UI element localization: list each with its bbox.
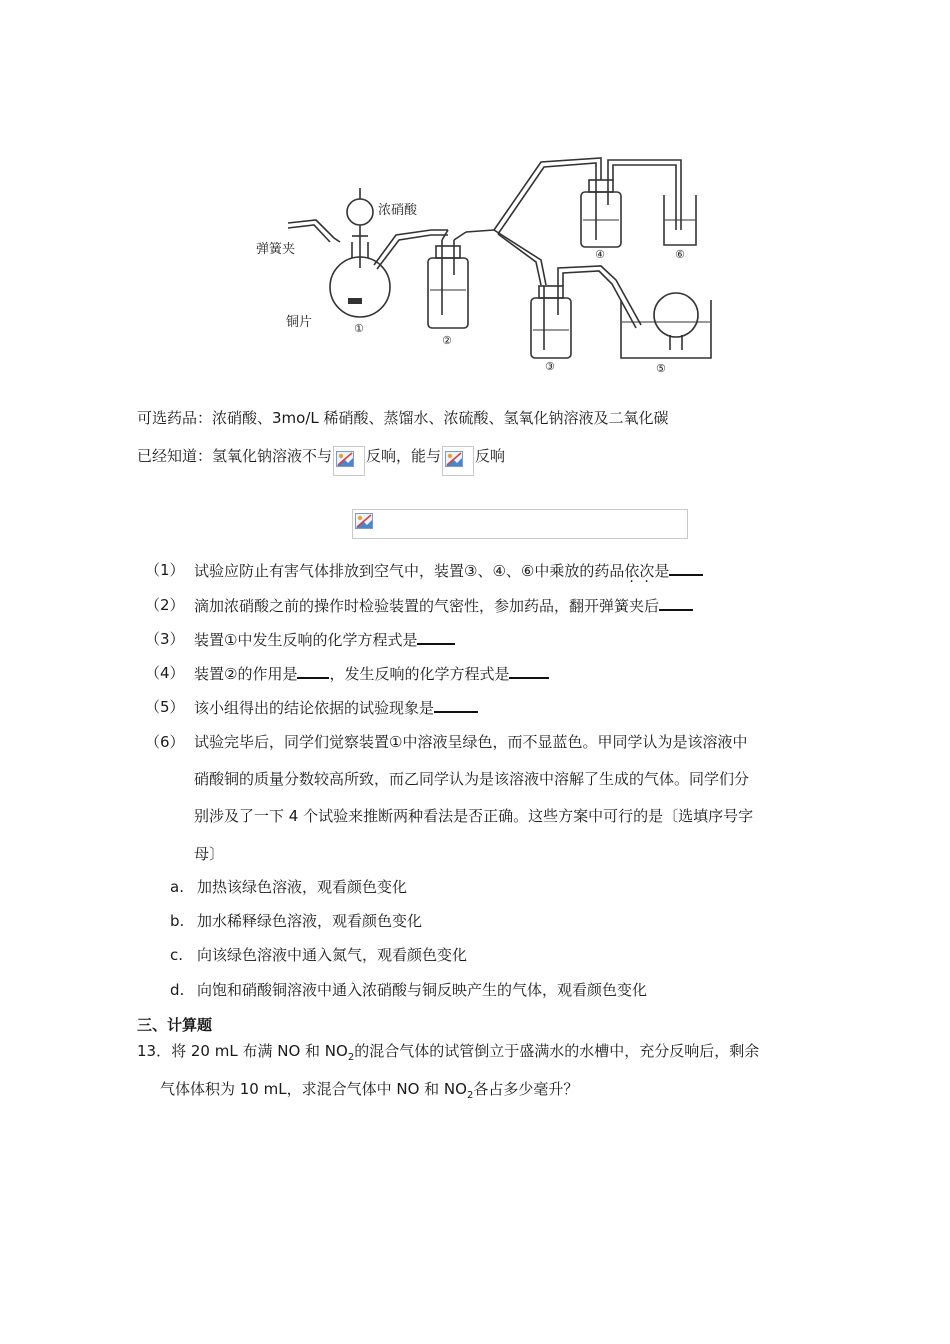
question-6-number: （6） [145, 733, 185, 751]
label-num-3: ③ [545, 360, 555, 373]
broken-image-placeholder [352, 509, 688, 539]
question-5-number: （5） [145, 698, 185, 716]
question-3-text: 装置①中发生反响的化学方程式是 [194, 629, 455, 650]
answer-blank[interactable] [297, 663, 329, 679]
broken-image-icon [442, 446, 474, 476]
option-b-text: 加水稀释绿色溶液，观看颜色变化 [197, 912, 423, 930]
label-num-4: ④ [595, 248, 605, 261]
question-4-number: （4） [145, 664, 185, 682]
answer-blank[interactable] [669, 560, 703, 576]
known-prefix: 已经知道：氢氧化钠溶液不与 [137, 447, 333, 465]
question-6-line-3: 别涉及了一下 4 个试验来推断两种看法是否正确。这些方案中可行的是〔选填序号字 [194, 807, 754, 825]
apparatus-figure [256, 150, 716, 375]
section-title: 三、计算题 [137, 1016, 213, 1034]
question-1-number: （1） [145, 561, 185, 579]
option-a-letter: a. [170, 878, 184, 896]
option-d-text: 向饱和硝酸铜溶液中通入浓硝酸与铜反映产生的气体，观看颜色变化 [197, 981, 648, 999]
label-acid: 浓硝酸 [378, 203, 418, 218]
option-a-text: 加热该绿色溶液，观看颜色变化 [197, 878, 408, 896]
broken-image-icon [355, 513, 373, 529]
question-6-line-2: 硝酸铜的质量分数较高所致，而乙同学认为是该溶液中溶解了生成的气体。同学们分 [194, 770, 750, 788]
label-num-6: ⑥ [675, 248, 685, 261]
question-2-number: （2） [145, 596, 185, 614]
problem-13-line-2: 气体体积为 10 mL，求混合气体中 NO 和 $NO_2$各占多少毫升？ [160, 1080, 579, 1101]
answer-blank[interactable] [434, 697, 478, 713]
question-6-line-1: 试验完毕后，同学们觉察装置①中溶液呈绿色，而不显蓝色。甲同学认为是该溶液中 [194, 733, 748, 751]
problem-13-line-1: 13．将 20 mL 布满 NO 和 $NO_2$的混合气体的试管倒立于盛满水的水槽中，充分反响后，剩余 [137, 1042, 760, 1063]
known-middle: 反响，能与 [366, 447, 442, 465]
answer-blank[interactable] [417, 629, 455, 645]
option-c-text: 向该绿色溶液中通入氮气，观看颜色变化 [197, 946, 468, 964]
option-b-letter: b. [170, 912, 185, 930]
broken-image-icon [333, 446, 365, 476]
question-2-text: 滴加浓硝酸之前的操作时检验装置的气密性，参加药品，翻开弹簧夹后 [194, 595, 693, 616]
label-copper: 铜片 [286, 315, 313, 330]
answer-blank[interactable] [509, 663, 549, 679]
question-1-text: 试验应防止有害气体排放到空气中，装置③、④、⑥中乘放的药品依次是 [194, 560, 703, 581]
answer-blank[interactable] [659, 595, 693, 611]
option-d-letter: d. [170, 981, 185, 999]
known-line [137, 446, 505, 476]
apparatus-diagram [256, 150, 716, 375]
label-num-5: ⑤ [656, 362, 666, 375]
option-c-letter: c. [170, 946, 184, 964]
label-num-2: ② [442, 334, 452, 347]
label-clamp: 弹簧夹 [256, 242, 296, 257]
known-suffix: 反响 [475, 447, 506, 465]
question-6-line-4: 母〕 [194, 845, 225, 863]
question-5-text: 该小组得出的结论依据的试验现象是 [194, 697, 478, 718]
label-num-1: ① [354, 322, 364, 335]
question-4-text: 装置②的作用是 ，发生反响的化学方程式是 [194, 663, 549, 684]
reagents-line: 可选药品：浓硝酸、3mo/L 稀硝酸、蒸馏水、浓硫酸、氢氧化钠溶液及二氧化碳 [137, 409, 669, 427]
question-3-number: （3） [145, 630, 185, 648]
